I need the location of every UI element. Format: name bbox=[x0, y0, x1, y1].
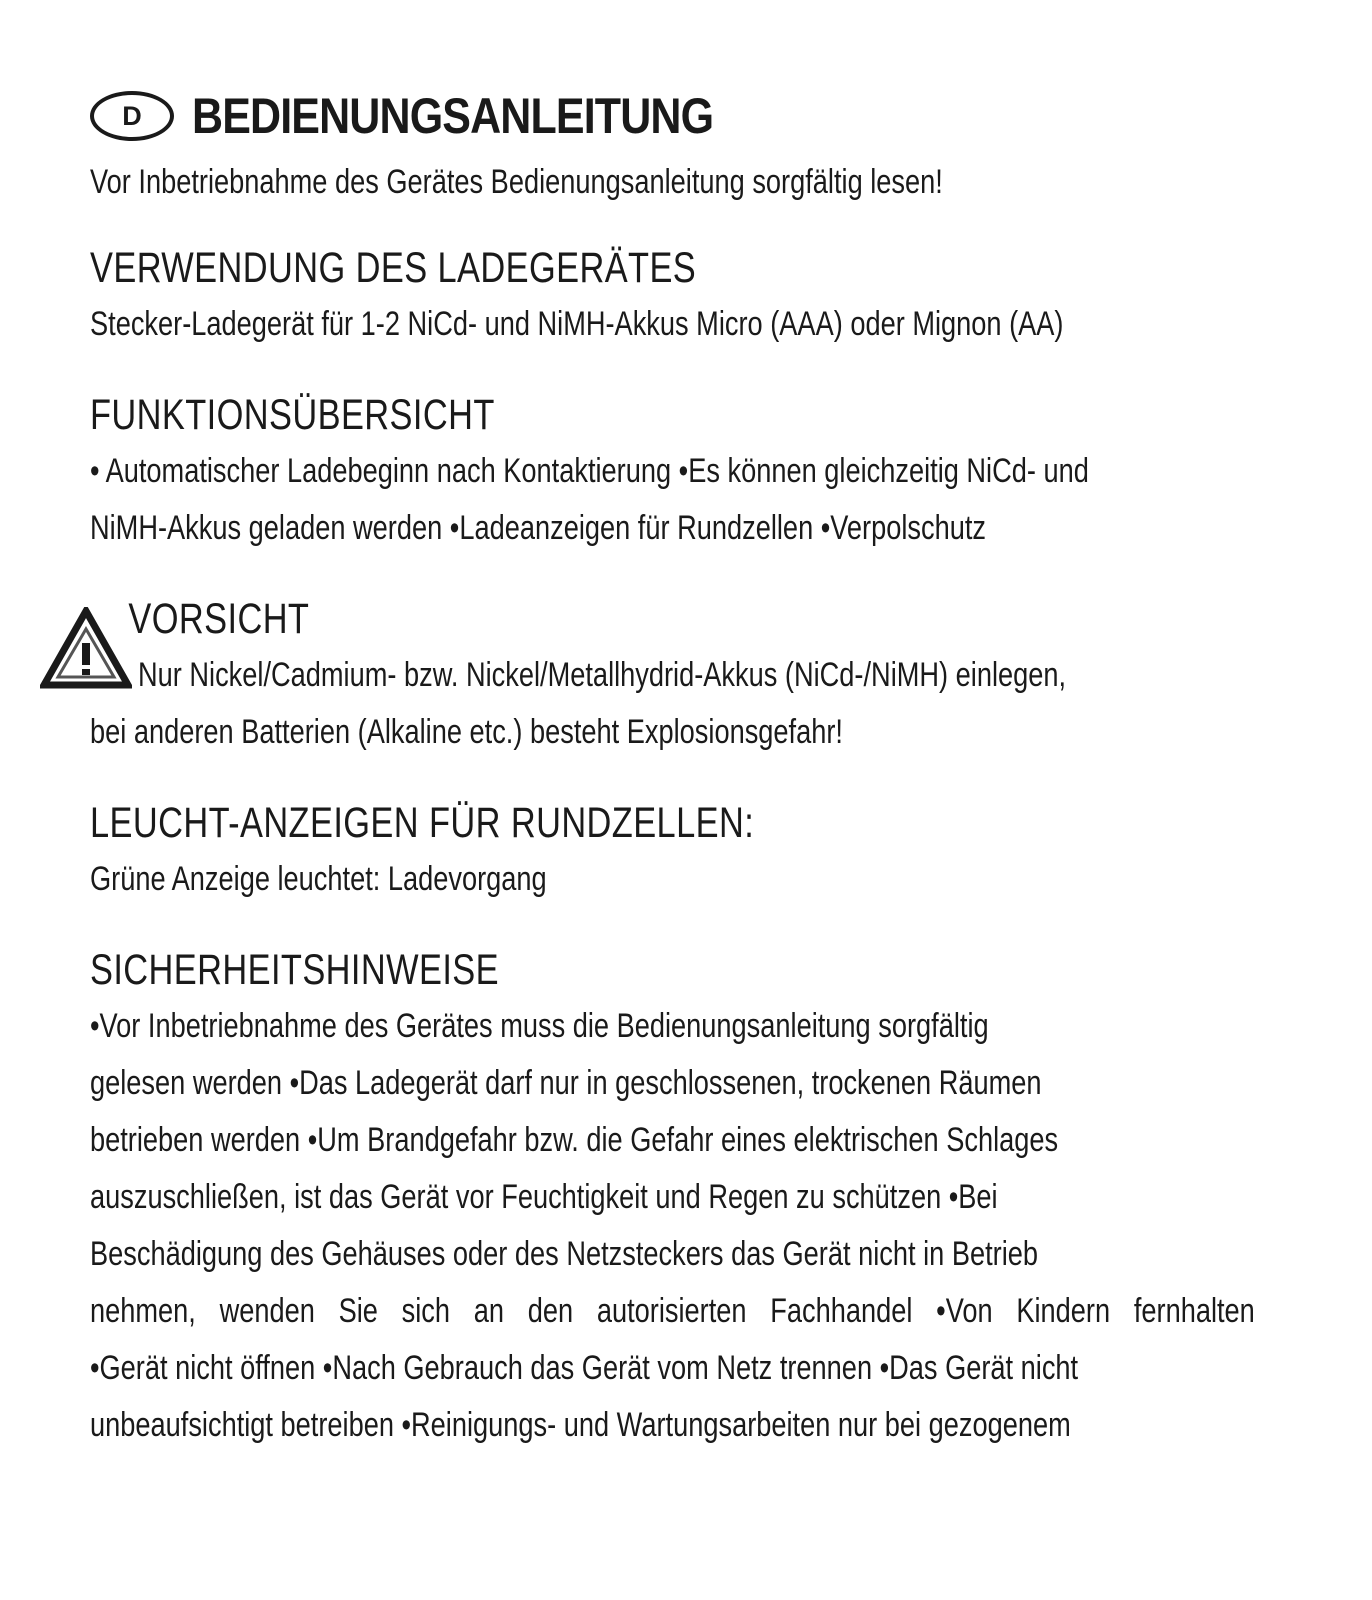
safety-line: auszuschließen, ist das Gerät vor Feuchtigkeit und Regen zu schützen •Bei bbox=[90, 1178, 998, 1216]
indicators-heading: LEUCHT-ANZEIGEN FÜR RUNDZELLEN: bbox=[90, 799, 755, 847]
caution-line-1 bbox=[90, 647, 1255, 704]
safety-line: gelesen werden •Das Ladegerät darf nur in geschlossenen, trockenen Räumen bbox=[90, 1064, 1042, 1102]
title-row bbox=[90, 78, 1255, 154]
usage-text: Stecker-Ladegerät für 1-2 NiCd- und NiMH-Akkus Micro (AAA) oder Mignon (AA) bbox=[90, 305, 1064, 343]
safety-line: •Vor Inbetriebnahme des Gerätes muss die Bedienungsanleitung sorgfältig bbox=[90, 1007, 989, 1045]
caution-heading: VORSICHT bbox=[128, 595, 310, 643]
functions-heading: FUNKTIONSÜBERSICHT bbox=[90, 391, 495, 439]
functions-line-2: NiMH-Akkus geladen werden •Ladeanzeigen für Rundzellen •Verpolschutz bbox=[90, 509, 987, 547]
language-badge: D bbox=[90, 91, 174, 141]
usage-heading: VERWENDUNG DES LADEGERÄTES bbox=[90, 244, 697, 292]
safety-line: •Gerät nicht öffnen •Nach Gebrauch das Gerät vom Netz trennen •Das Gerät nicht bbox=[90, 1349, 1079, 1387]
page-title: BEDIENUNGSANLEITUNG bbox=[192, 88, 714, 144]
indicators-section bbox=[90, 795, 1255, 908]
functions-section bbox=[90, 387, 1255, 557]
caution-section bbox=[90, 591, 1255, 761]
caution-line-1-text: Nur Nickel/Cadmium- bzw. Nickel/Metallhydrid-Akkus (NiCd-/NiMH) einlegen, bbox=[138, 656, 1067, 694]
safety-heading: SICHERHEITSHINWEISE bbox=[90, 946, 499, 994]
safety-line: Beschädigung des Gehäuses oder des Netzsteckers das Gerät nicht in Betrieb bbox=[90, 1235, 1039, 1273]
usage-section bbox=[90, 240, 1255, 353]
intro-text: Vor Inbetriebnahme des Gerätes Bedienungsanleitung sorgfältig lesen! bbox=[90, 163, 943, 201]
indicators-text: Grüne Anzeige leuchtet: Ladevorgang bbox=[90, 860, 547, 898]
safety-line: unbeaufsichtigt betreiben •Reinigungs- und Wartungsarbeiten nur bei gezogenem bbox=[90, 1406, 1071, 1444]
caution-line-2: bei anderen Batterien (Alkaline etc.) besteht Explosionsgefahr! bbox=[90, 713, 843, 751]
safety-section bbox=[90, 942, 1255, 1454]
caution-text bbox=[90, 647, 1255, 761]
functions-line-1: • Automatischer Ladebeginn nach Kontaktierung •Es können gleichzeitig NiCd- und bbox=[90, 452, 1089, 490]
safety-line: nehmen, wenden Sie sich an den autorisierten Fachhandel •Von Kindern fernhalten bbox=[90, 1292, 1255, 1330]
safety-text bbox=[90, 998, 1255, 1454]
manual-page bbox=[90, 78, 1255, 1454]
safety-line: betrieben werden •Um Brandgefahr bzw. die Gefahr eines elektrischen Schlages bbox=[90, 1121, 1059, 1159]
